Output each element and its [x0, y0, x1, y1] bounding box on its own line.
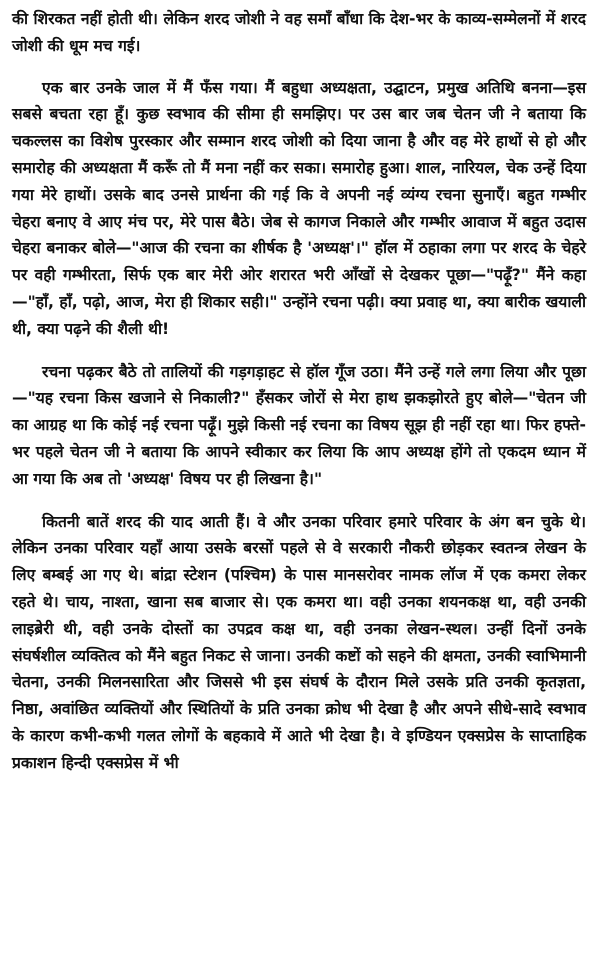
- paragraph-1: की शिरकत नहीं होती थी। लेकिन शरद जोशी ने वह समाँ बाँधा कि देश-भर के काव्य-सम्मेलनों में शरद जोशी की धूम मच गई।: [12, 10, 586, 55]
- paragraph-4: कितनी बातें शरद की याद आती हैं। वे और उनका परिवार हमारे परिवार के अंग बन चुके थे। लेकिन उनका परिवार यहाँ आया उसके बरसों पहले से वे सरकारी नौकरी छोड़कर स्वतन्त्र लेखन के लिए बम्बई आ गए थे। बांद्रा स्टेशन (पश्चिम) के पास मानसरोवर नामक लॉज में एक कमरा लेकर रहते थे। चाय, नाश्ता, खाना सब बाजार से। एक कमरा था। वही उनका शयनकक्ष था, वही उनकी लाइब्रेरी थी, वही उनके दोस्तों का उपद्रव कक्ष था, वही उनका लेखन-स्थल। उन्हीं दिनों उनके संघर्षशील व्यक्तित्व को मैंने बहुत निकट से जाना। उनकी कष्टों को सहने की क्षमता, उनकी स्वाभिमानी चेतना, उनकी मिलनसारिता और जिससे भी इस संघर्ष के दौरान मिले उसके प्रति उनकी कृतज्ञता, निष्ठा, अवांछित व्यक्तियों और स्थितियों के प्रति उनका क्रोध भी देखा है और अपने सीधे-सादे स्वभाव के कारण कभी-कभी गलत लोगों के बहकावे में आते भी देखा है। वे इण्डियन एक्सप्रेस के साप्ताहिक प्रकाशन हिन्दी एक्सप्रेस में भी: [12, 512, 586, 772]
- paragraph-2: एक बार उनके जाल में मैं फँस गया। मैं बहुधा अध्यक्षता, उद्घाटन, प्रमुख अतिथि बनना—इस सबसे बचता रहा हूँ। कुछ स्वभाव की सीमा ही समझिए। पर उस बार जब चेतन जी ने बताया कि चकल्लस का विशेष पुरस्कार और सम्मान शरद जोशी को दिया जाना है और वह मेरे हाथों से हो और समारोह की अध्यक्षता मैं करूँ तो मैं मना नहीं कर सका। समारोह हुआ। शाल, नारियल, चेक उन्हें दिया गया मेरे हाथों। उसके बाद उनसे प्रार्थना की गई कि वे अपनी नई व्यंग्य रचना सुनाएँ। बहुत गम्भीर चेहरा बनाए वे आए मंच पर, मेरे पास बैठे। जेब से कागज निकाले और गम्भीर आवाज में बहुत उदास चेहरा बनाकर बोले—"आज की रचना का शीर्षक है 'अध्यक्ष'।" हॉल में ठहाका लगा पर शरद के चेहरे पर वही गम्भीरता, सिर्फ एक बार मेरी ओर शरारत भरी आँखों से देखकर पूछा—"पढ़ूँ?" मैंने कहा—"हाँ, हाँ, पढ़ो, आज, मेरा ही शिकार सही।" उन्होंने रचना पढ़ी। क्या प्रवाह था, क्या बारीक खयाली थी, क्या पढ़ने की शैली थी!: [12, 78, 586, 338]
- paragraph-3: रचना पढ़कर बैठे तो तालियों की गड़गड़ाहट से हॉल गूँज उठा। मैंने उन्हें गले लगा लिया और पूछा—"यह रचना किस खजाने से निकाली?" हँसकर जोरों से मेरा हाथ झकझोरते हुए बोले—"चेतन जी का आग्रह था कि कोई नई रचना पढ़ूँ। मुझे किसी नई रचना का विषय सूझ ही नहीं रहा था। फिर हफ्ते-भर पहले चेतन जी ने बताया कि आपने स्वीकार कर लिया कि आप अध्यक्ष होंगे तो एकदम ध्यान में आ गया कि अब तो 'अध्यक्ष' विषय पर ही लिखना है।": [12, 362, 586, 488]
